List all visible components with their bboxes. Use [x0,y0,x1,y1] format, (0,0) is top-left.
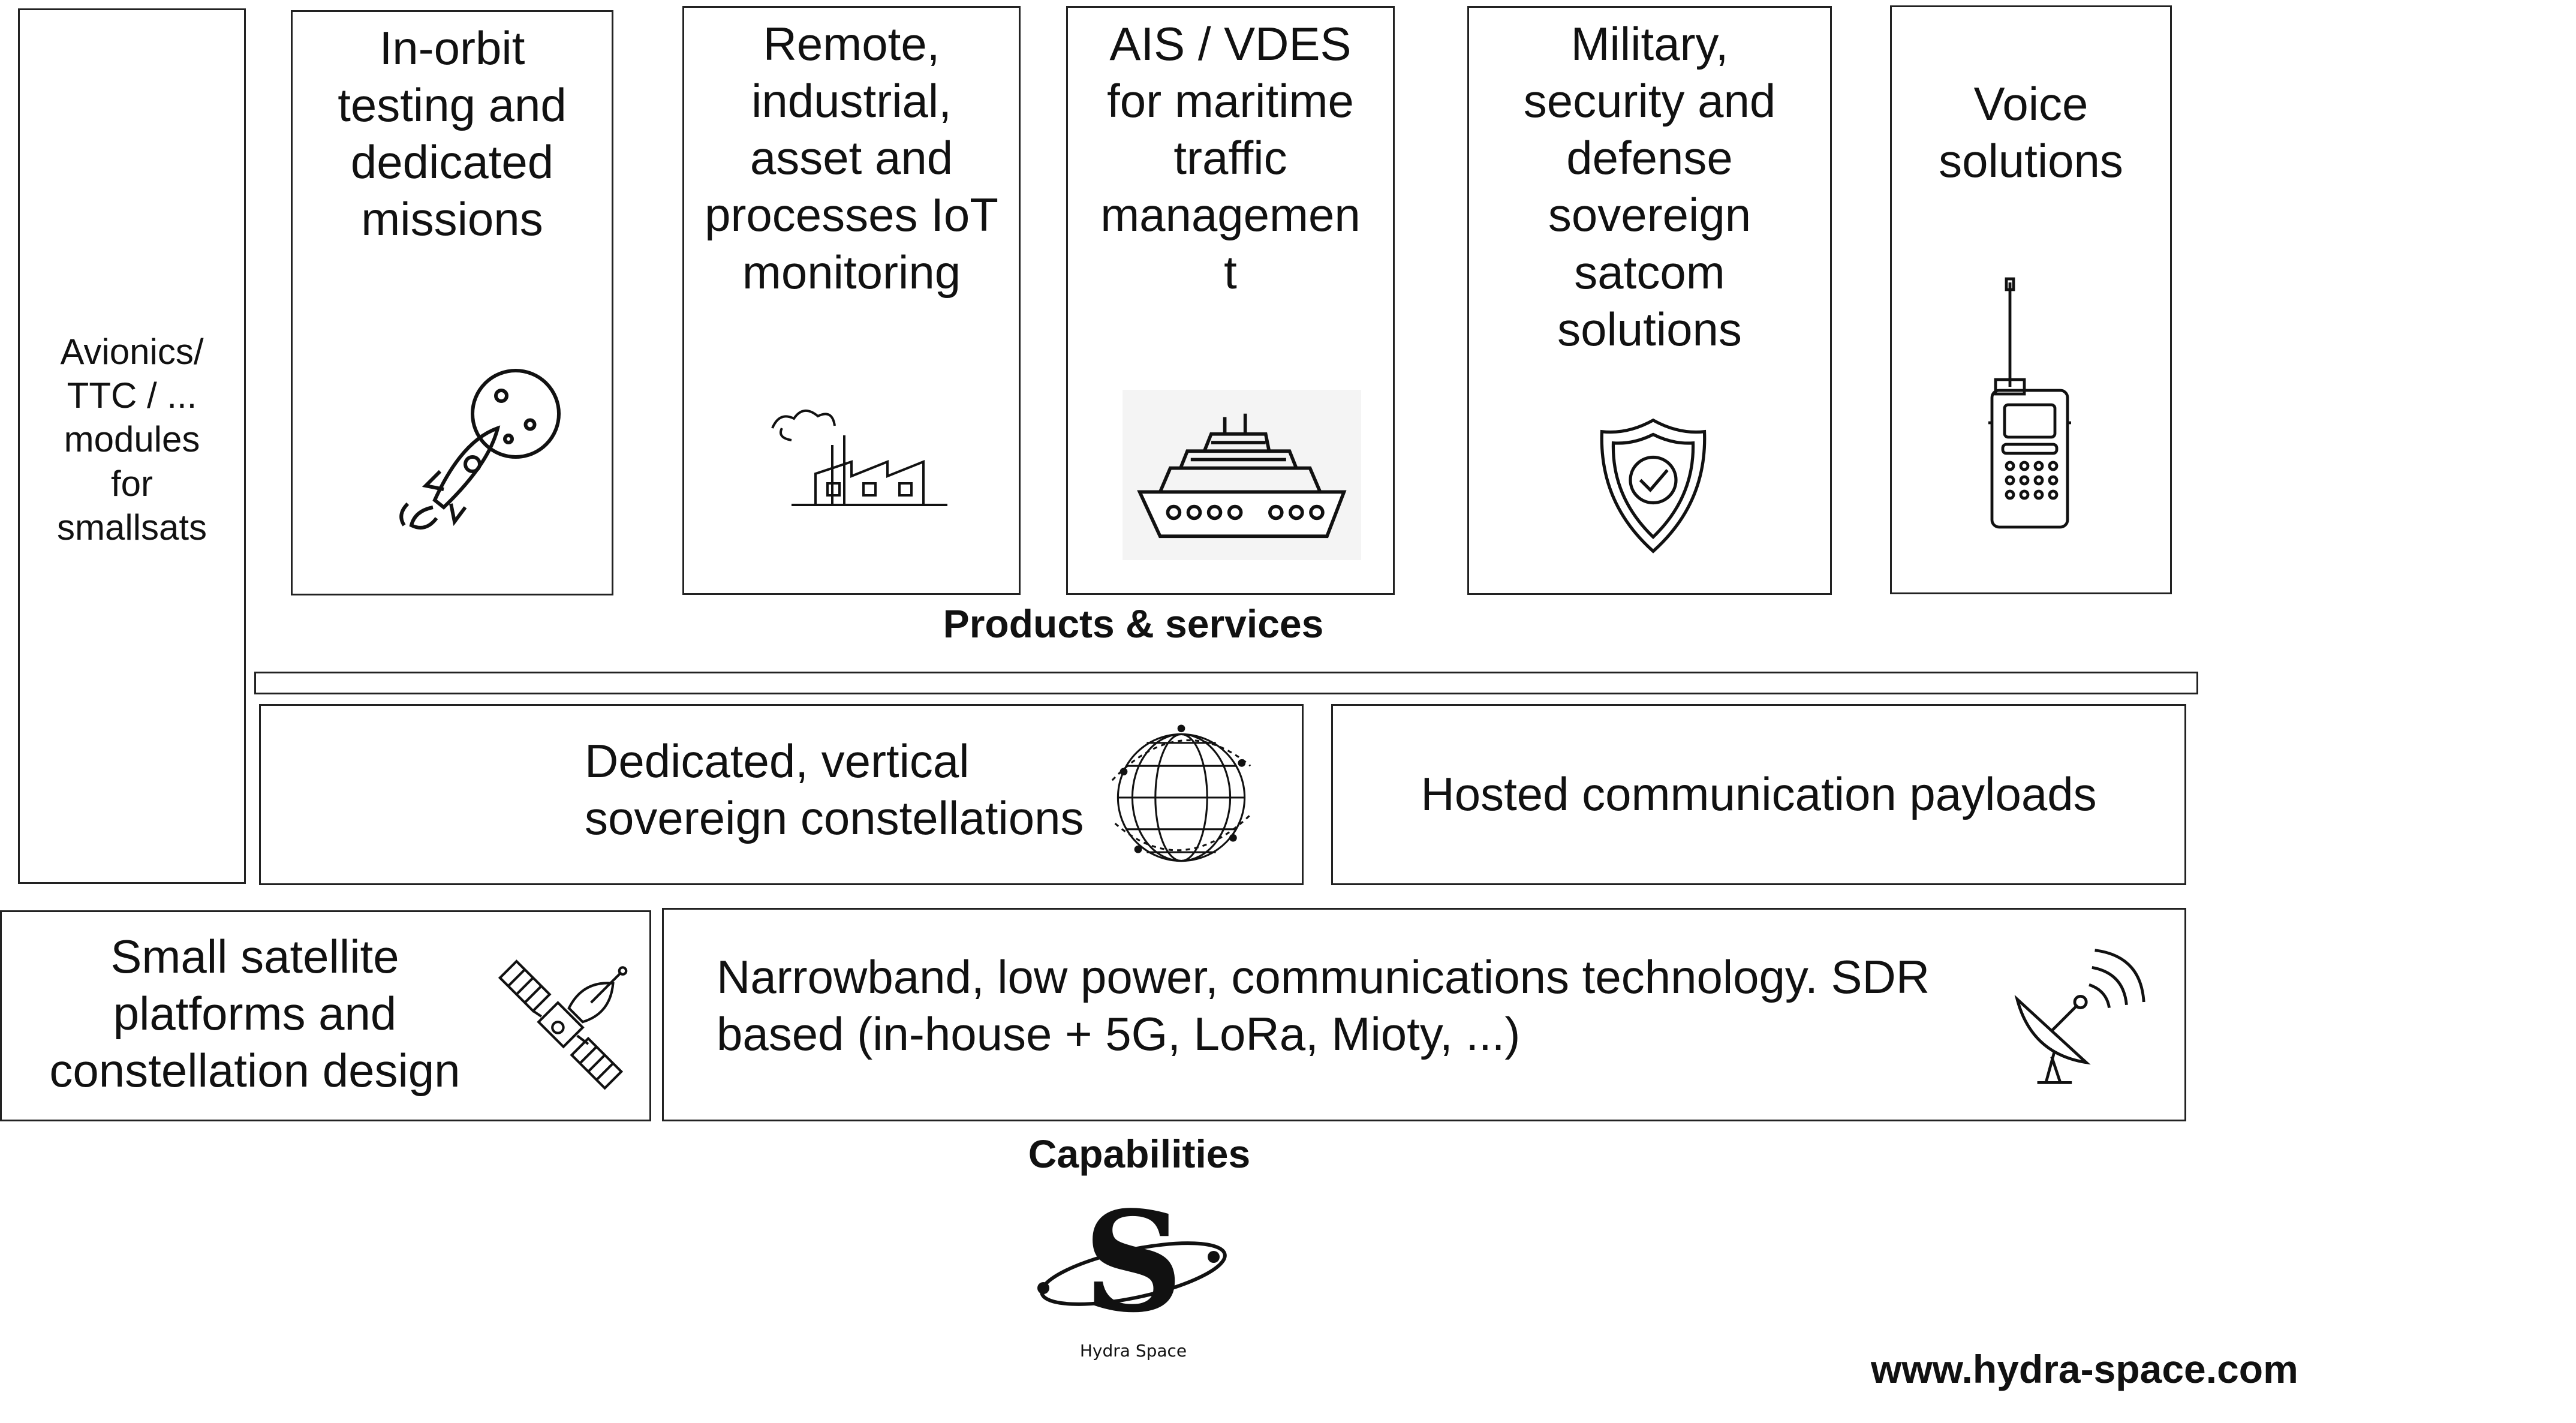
website-url[interactable]: www.hydra-space.com [1871,1347,2298,1391]
products-services-heading: Products & services [943,601,1324,646]
service-label-constellations: Dedicated, vertical sovereign constellations [585,735,1084,845]
capability-label-small-satellite: Small satellite platforms and constellation design [49,930,461,1097]
hydra-space-logo [1031,1181,1235,1367]
satellite-icon [492,958,630,1102]
satellite-dish-icon [2003,941,2147,1091]
avionics-modules-text: Avionics/ TTC / ... modules for smallsats [56,332,207,547]
products-divider-bar [254,672,2198,694]
product-label-iot-monitoring: Remote, industrial, asset and processes IoT monitoring [705,17,998,299]
product-label-military-satcom: Military, security and defense sovereign satcom solutions [1523,17,1776,356]
capabilities-heading: Capabilities [1028,1132,1251,1176]
product-label-in-orbit-testing: In-orbit testing and dedicated missions [338,22,567,246]
hydra-space-logo-name: Hydra Space [1079,1341,1187,1361]
product-label-voice: Voice solutions [1939,77,2123,188]
globe-icon [1109,723,1253,873]
factory-icon [768,402,959,522]
product-label-ais-vdes: AIS / VDES for maritime traffic managemen t [1100,17,1361,299]
capability-label-narrowband-comms: Narrowband, low power, communications technology. SDR based (in-house + 5G, LoRa, Mioty, ...) [717,950,1930,1061]
walkie-talkie-icon [1985,276,2075,534]
shield-check-icon [1596,414,1710,558]
hydra-space-logo-mark: S [1083,1181,1184,1343]
ship-icon [1123,390,1361,560]
rocket-moon-icon [390,360,570,540]
service-label-hosted-payloads: Hosted communication payloads [1421,768,2097,820]
